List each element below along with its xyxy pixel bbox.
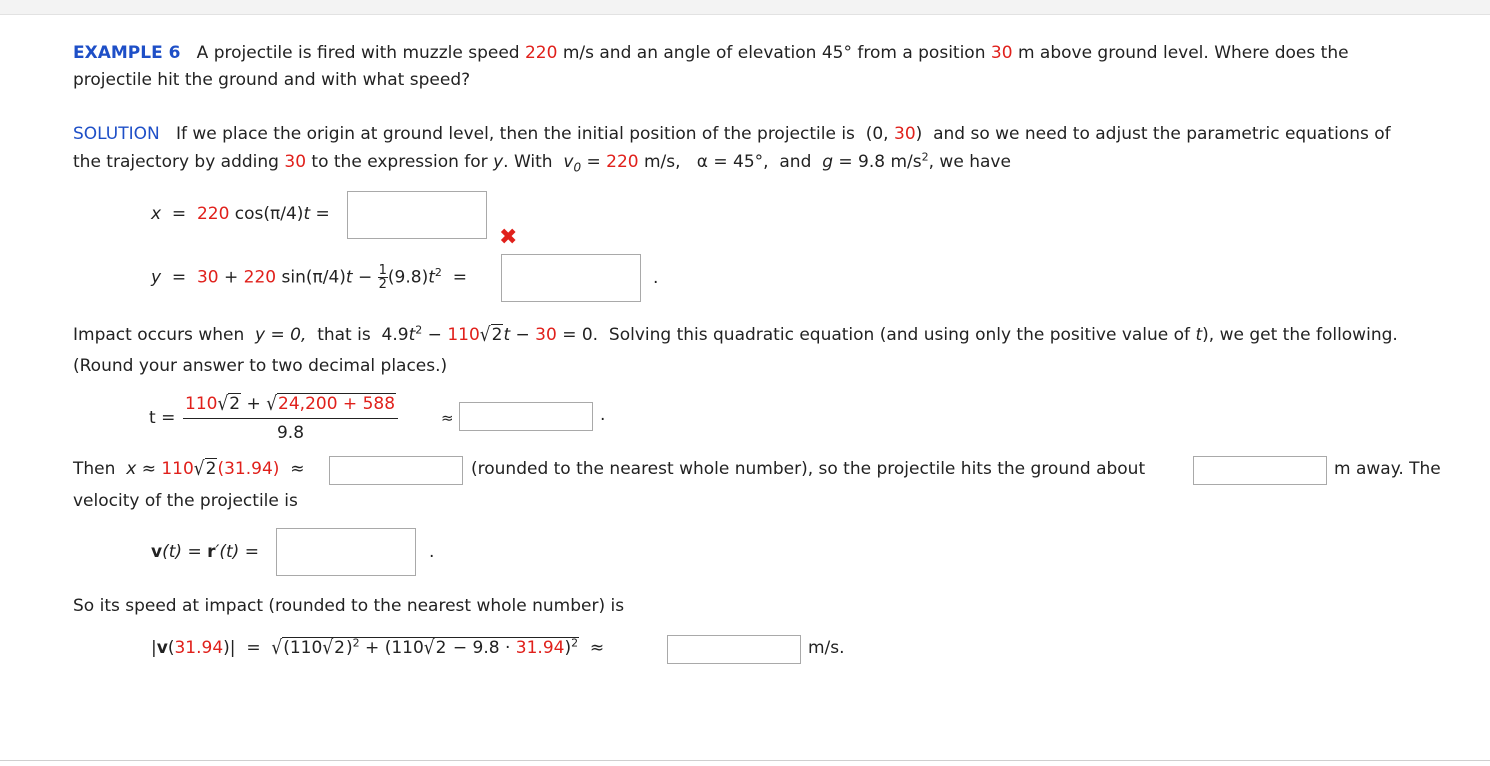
y-function: sin(π/4) [281,267,346,288]
t-fraction [183,392,398,445]
solution-text: If we place the origin at ground level, then the initial position of the projectile is [175,124,855,144]
period: . [600,405,606,425]
alpha-value: α = 45°, [696,152,769,172]
solution-text: to the expression for [311,152,488,172]
y-equation [151,264,467,291]
equals: = [586,152,601,172]
x-coefficient: 220 [196,204,230,224]
constant-term: 30 [535,325,557,345]
round-instruction: (Round your answer to two decimal places.) [73,356,448,376]
impact-text: Impact occurs when [73,325,245,345]
r-prime-arg: ′(t) [215,542,240,562]
period: . [653,268,659,288]
x-distance-input[interactable] [329,456,463,485]
position-close: ) [915,124,923,144]
sqrt-sign: √ [479,323,491,347]
g-value: = 9.8 $m/s^2$ [838,150,929,172]
equals: = [171,204,187,224]
speed-unit: m/s. [808,638,845,658]
minus: − [357,267,373,288]
equals-zero: = 0. [562,325,599,345]
var-t: t [428,267,435,288]
x-coefficient: 110 [161,459,194,479]
impact-line-1 [73,323,1398,347]
sqrt-sign: √ [271,636,283,660]
speed-radicand: $(110√2)^2 + (110√2 - 9.8 \cdot 31.94)^2$ [283,636,579,660]
given-height: 30 [990,43,1013,63]
impact-text: Solving this quadratic equation (and using only the positive value of [608,325,1191,345]
minus: − [515,325,530,345]
top-bar [0,0,1490,15]
impact-text: that is [317,325,371,345]
paren: ( [167,638,175,658]
one-half-fraction: $\frac{1}{2}$ [378,263,387,292]
v-arg: (t) [162,542,183,562]
equals: = [315,204,330,224]
close-icon: ✖ [499,225,518,250]
added-value: 30 [284,152,307,172]
sqrt-radicand: 2 [205,459,217,479]
var-t: t [303,204,311,224]
y-lhs: y [151,267,162,288]
x-equation [151,202,330,226]
solution-line-1 [73,122,1391,146]
equals: = [452,267,467,288]
solution-text: and so we need to adjust the parametric equations of [933,124,1391,144]
sqrt-radicand: 2 [491,325,503,345]
r-symbol: r [207,542,216,562]
t-answer-input[interactable] [459,402,593,431]
var-t: t [345,267,353,288]
v-symbol: v [151,542,163,562]
exponent: 2 [434,265,442,279]
var-t: t [503,325,511,345]
then-text: (rounded to the nearest whole number), so the projectile hits the ground about [471,459,1146,479]
speed-intro: So its speed at impact (rounded to the nearest whole number) is [73,596,625,616]
y-constant: 30 [196,267,219,288]
var-y: y [493,152,504,172]
period: . [429,542,435,562]
t-denominator: 9.8 [276,423,305,443]
t-lhs: t = [149,408,176,428]
plus: + [223,267,239,288]
v0-symbol: $v_0$ [563,152,582,175]
minus: − [427,325,442,345]
gravity-term: (9.8) [387,267,429,288]
then-text: Then [73,459,116,479]
solution-line-2 [73,150,1011,174]
solution-label: SOLUTION [73,124,160,144]
speed-equation [151,636,604,660]
abs-bar: | [151,638,157,658]
y-coefficient: 220 [243,267,277,288]
x-lhs: x [151,204,162,224]
t-numerator: 110√2 + √24,200 + 588 [183,392,398,419]
equals: = [246,638,261,658]
v0-value: 220 [606,152,639,172]
sqrt-sign: √ [193,457,205,481]
example-line-2: projectile hit the ground and with what speed? [73,70,471,90]
impact-text: ), we get the following. [1202,325,1398,345]
var-t: t [408,325,416,345]
var-t: t [1195,325,1203,345]
equals: = [244,542,259,562]
equals: = [171,267,187,288]
approx-sign: ≈ [290,459,305,479]
example-text: m/s and an angle of elevation 45° from a position [562,43,986,63]
time-value: 31.94 [174,638,224,658]
impact-condition: y = 0, [255,325,307,345]
approx-sign: ≈ [441,409,454,427]
var-x: x [126,459,137,479]
example-line-1 [73,41,1349,65]
ground-distance-input[interactable] [1193,456,1327,485]
equals: = [187,542,202,562]
solution-text: and [779,152,812,172]
x-function: cos(π/4) [234,204,304,224]
exponent: 2 [415,323,423,337]
initial-position [866,124,923,144]
approx-sign: ≈ [589,638,605,658]
v0-unit: m/s, [644,152,681,172]
then-text: m away. The [1334,459,1441,479]
x-answer-input[interactable] [347,191,487,239]
example-text: A projectile is fired with muzzle speed [196,43,520,63]
v-symbol: v [156,638,168,658]
example-label: EXAMPLE 6 [73,43,181,63]
position-value: 30 [894,124,916,144]
speed-answer-input[interactable] [667,635,801,664]
abs-bar: )| [223,638,236,658]
velocity-equation [151,540,259,564]
then-line [73,457,304,481]
example-text: m above ground level. Where does the [1017,43,1349,63]
solution-text: , we have [928,152,1011,172]
time-value: (31.94) [217,459,280,479]
position-open: (0, [865,124,889,144]
given-speed: 220 [524,43,558,63]
linear-coefficient: 110 [447,325,480,345]
velocity-intro: velocity of the projectile is [73,491,298,511]
y-answer-input[interactable] [501,254,641,302]
approx-sign: ≈ [141,459,156,479]
velocity-answer-input[interactable] [276,528,416,576]
bottom-divider [0,760,1490,761]
solution-text: the trajectory by adding [73,152,279,172]
solution-text: . With [503,152,553,172]
g-symbol: g [822,152,833,172]
quad-coefficient: 4.9 [381,325,409,345]
